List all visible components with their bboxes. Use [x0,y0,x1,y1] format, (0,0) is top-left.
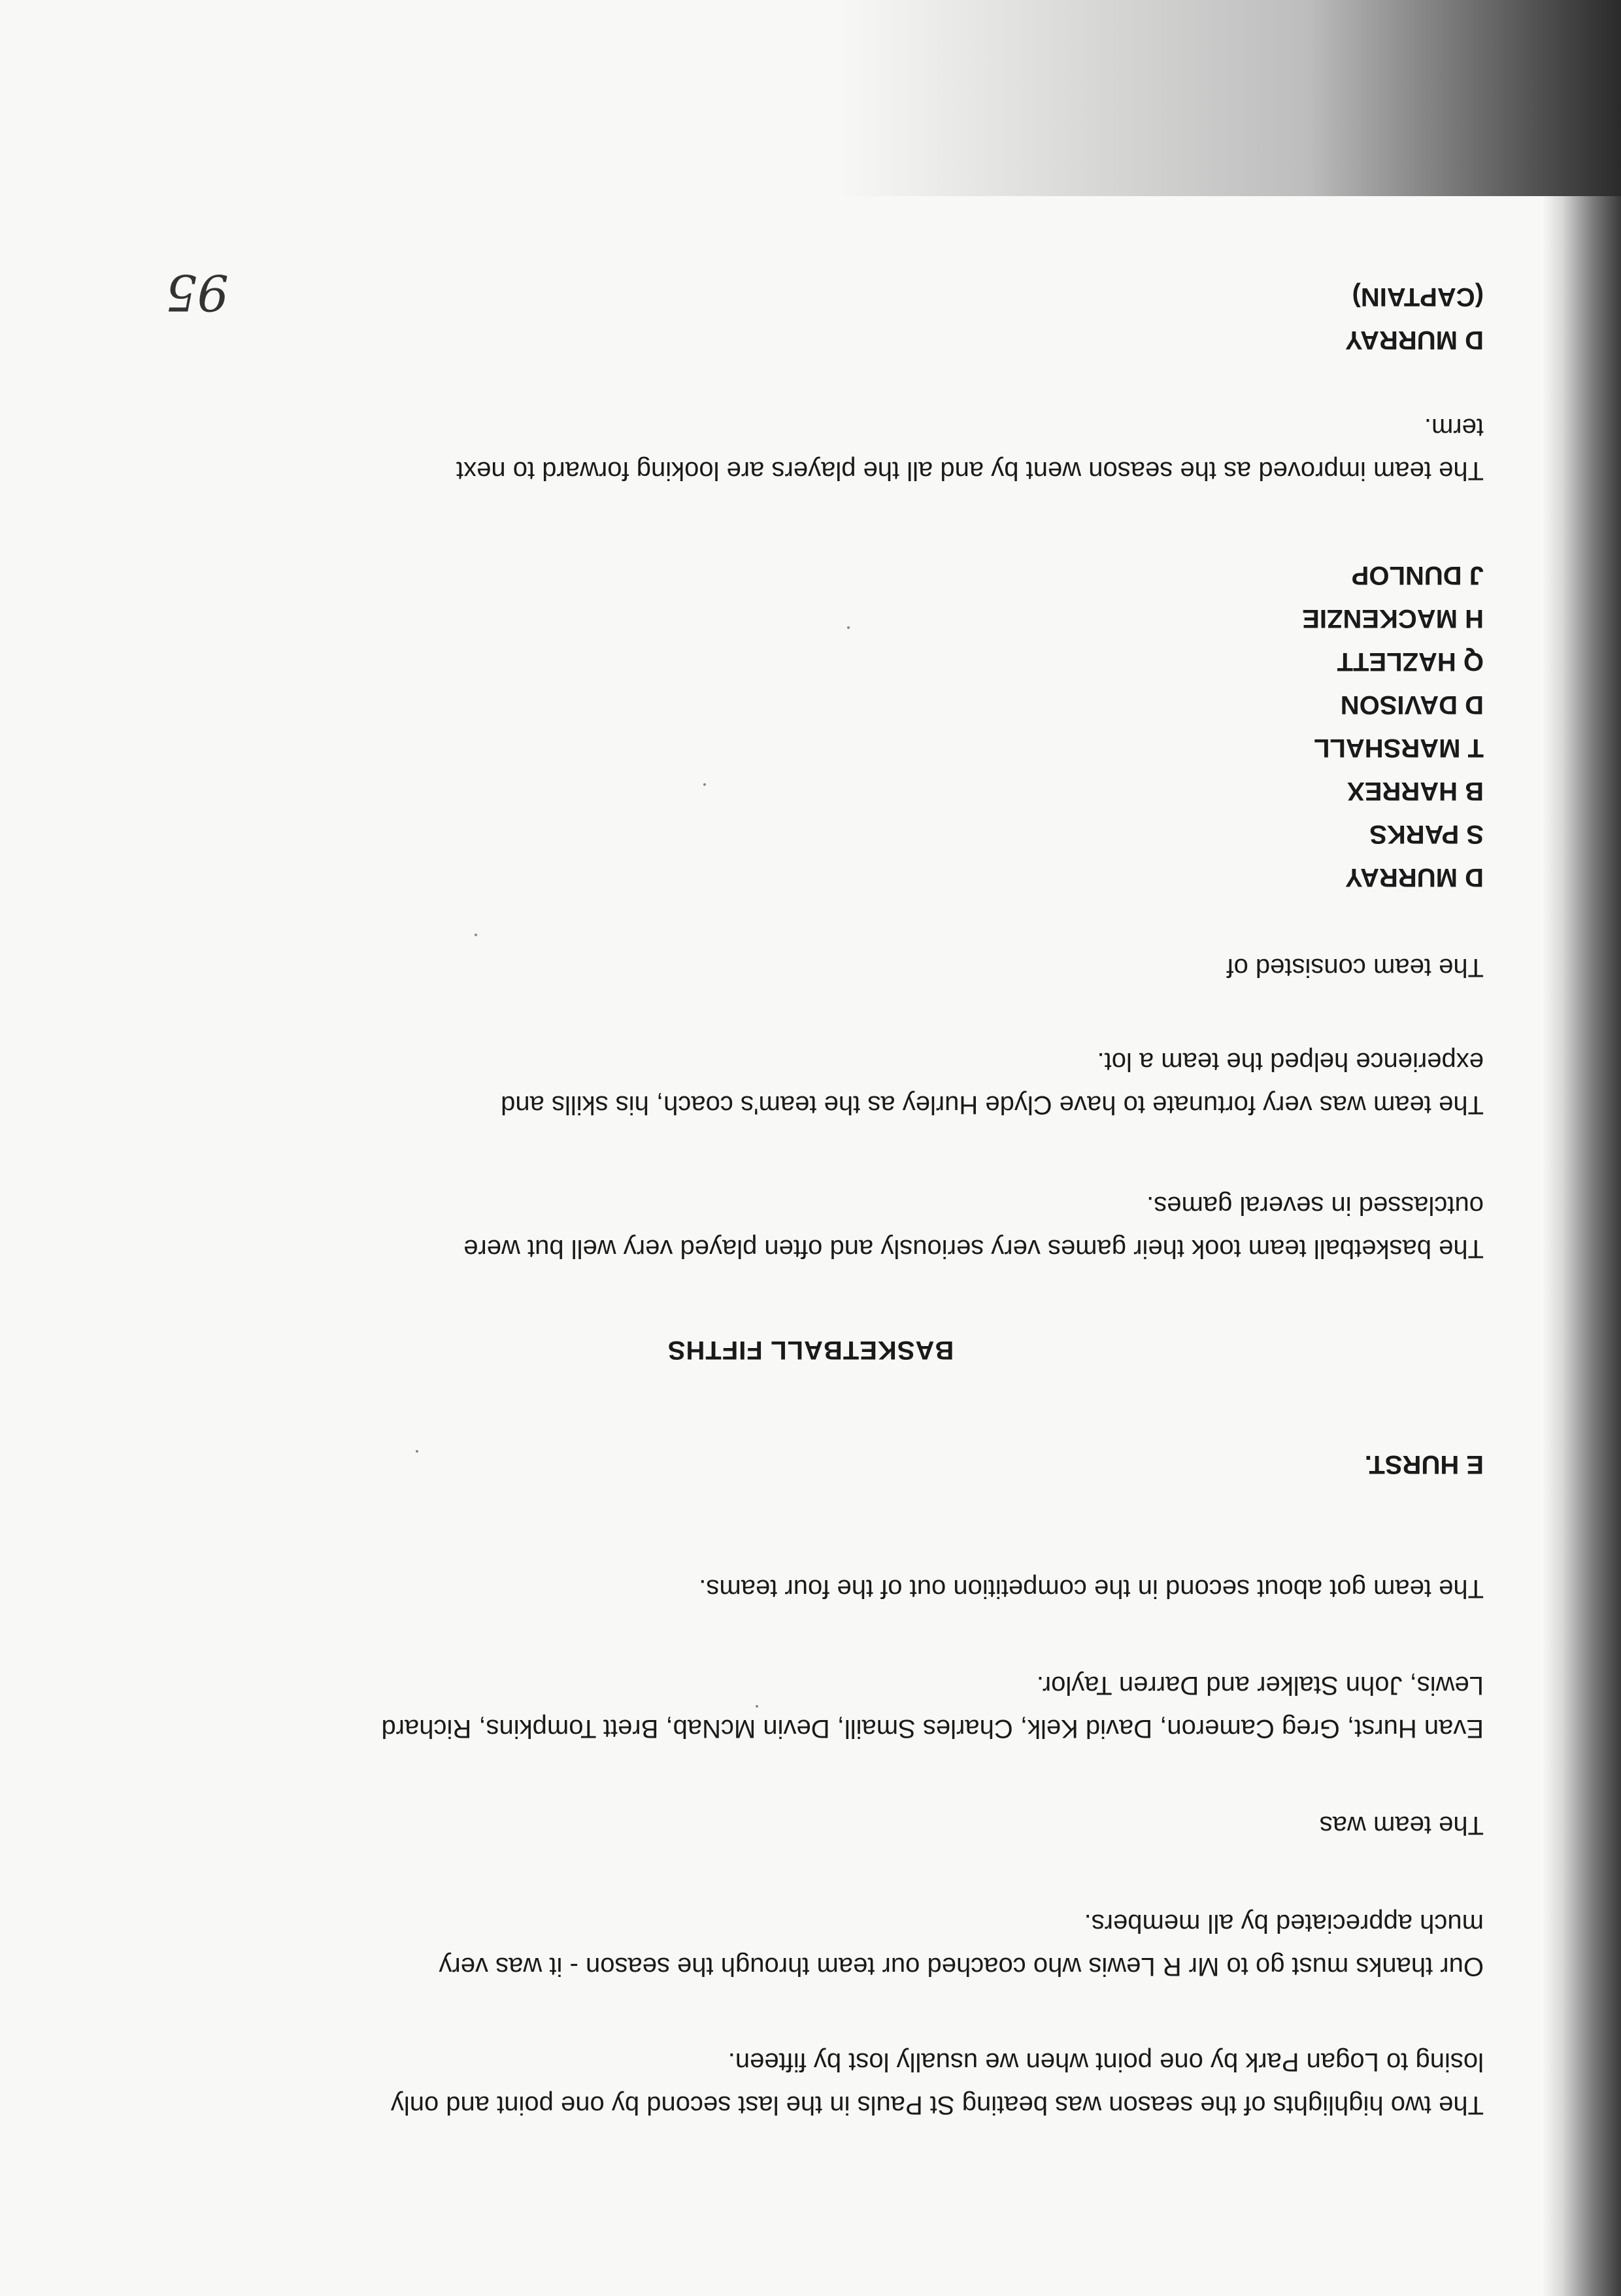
section-heading: BASKETBALL FIFTHS [667,1336,954,1364]
paragraph-highlights-line-1: The two highlights of the season was beating St Pauls in the last second by one point and only [390,2091,1484,2119]
paragraph-members-line-1: Evan Hurst, Greg Cameron, David Kelk, Charles Smaill, Devin McNab, Brett Tompkins, Richard [381,1714,1484,1743]
signoff-murray-role: (CAPTAIN) [1352,282,1484,311]
handwritten-page-number: 95 [165,263,229,322]
paragraph-consisted-of: The team consisted of [1226,953,1484,982]
paragraph-highlights-line-2: losing to Logan Park by one point when we usually lost by fifteen. [727,2048,1484,2076]
paragraph-improved-line-1: The team improved as the season went by and all the players are looking forward to next [456,456,1484,485]
paragraph-team-was: The team was [1319,1811,1484,1840]
paragraph-thanks-line-2: much appreciated by all members. [1084,1909,1484,1938]
scan-speck [475,934,477,936]
paragraph-members-line-2: Lewis, John Stalker and Darren Taylor. [1036,1671,1484,1700]
paragraph-result: The team got about second in the competition out of the four teams. [699,1574,1484,1603]
roster-item: S PARKS [1369,820,1484,849]
scan-speck [416,1450,418,1453]
paragraph-seriously-line-2: outclassed in several games. [1146,1191,1484,1220]
paragraph-coach-line-2: experience helped the team a lot. [1097,1047,1484,1076]
roster-item: Q HAZLETT [1337,647,1484,676]
paragraph-thanks-line-1: Our thanks must go to Mr R Lewis who coached our team through the season - it was very [439,1952,1484,1981]
roster-item: H MACKENZIE [1302,604,1484,633]
roster-item: J DUNLOP [1351,561,1484,590]
roster-item: T MARSHALL [1314,734,1484,762]
paragraph-seriously-line-1: The basketball team took their games very seriously and often played very well but were [463,1234,1484,1263]
roster-item: D MURRAY [1345,863,1484,892]
scan-speck [847,626,850,629]
signoff-murray-name: D MURRAY [1345,326,1484,354]
paragraph-improved-line-2: term. [1424,413,1484,442]
signoff-hurst: E HURST. [1364,1450,1484,1479]
roster-item: D DAVISON [1340,690,1484,719]
scan-speck [756,1705,758,1708]
paragraph-coach-line-1: The team was very fortunate to have Clyde Hurley as the team's coach, his skills and [501,1090,1484,1119]
scan-speck [703,783,706,786]
roster-item: B HARREX [1347,777,1484,805]
